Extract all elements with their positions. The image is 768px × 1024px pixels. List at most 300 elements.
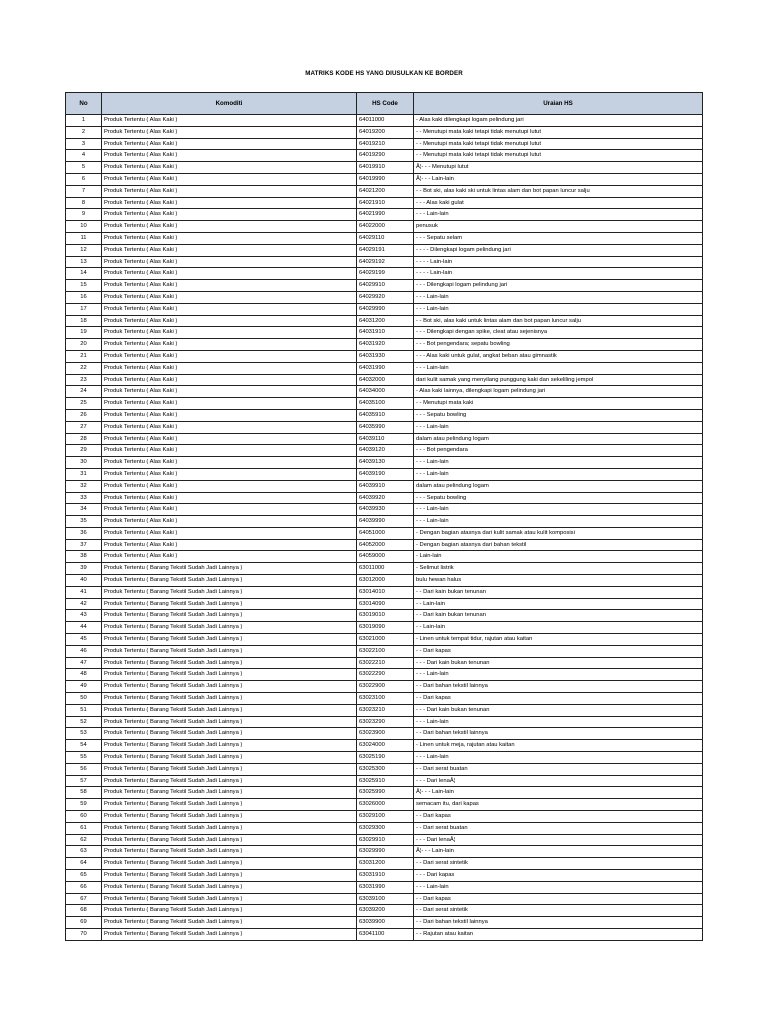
table-row (66, 291, 703, 303)
cell-komoditi: Produk Tertentu ( Barang Tekstil Sudah Jadi Lainnya ) (102, 775, 357, 787)
cell-uraian-hs: - - Dari serat buatan (414, 822, 703, 834)
cell-no: 11 (66, 232, 102, 244)
table-row (66, 232, 703, 244)
cell-no: 70 (66, 928, 102, 940)
cell-komoditi: Produk Tertentu ( Alas Kaki ) (102, 315, 357, 327)
cell-komoditi: Produk Tertentu ( Barang Tekstil Sudah Jadi Lainnya ) (102, 634, 357, 646)
table-row (66, 586, 703, 598)
cell-no: 58 (66, 787, 102, 799)
cell-uraian-hs: penusuk (414, 221, 703, 233)
cell-komoditi: Produk Tertentu ( Barang Tekstil Sudah Jadi Lainnya ) (102, 622, 357, 634)
cell-no: 65 (66, 870, 102, 882)
cell-komoditi: Produk Tertentu ( Barang Tekstil Sudah Jadi Lainnya ) (102, 716, 357, 728)
cell-no: 24 (66, 386, 102, 398)
cell-hs-code: 63039200 (357, 905, 414, 917)
table-row (66, 209, 703, 221)
cell-komoditi: Produk Tertentu ( Barang Tekstil Sudah Jadi Lainnya ) (102, 822, 357, 834)
cell-komoditi: Produk Tertentu ( Barang Tekstil Sudah Jadi Lainnya ) (102, 870, 357, 882)
table-row (66, 822, 703, 834)
cell-uraian-hs: - - - Sepatu bowling (414, 492, 703, 504)
cell-uraian-hs: - - - Alas kaki gulat (414, 197, 703, 209)
cell-komoditi: Produk Tertentu ( Alas Kaki ) (102, 492, 357, 504)
cell-komoditi: Produk Tertentu ( Alas Kaki ) (102, 173, 357, 185)
cell-uraian-hs: Â¦- - - Menutupi lutut (414, 162, 703, 174)
cell-uraian-hs: - - - Dari kain bukan tenunan (414, 657, 703, 669)
cell-komoditi: Produk Tertentu ( Alas Kaki ) (102, 421, 357, 433)
table-row (66, 704, 703, 716)
cell-uraian-hs: - - - Lain-lain (414, 669, 703, 681)
cell-komoditi: Produk Tertentu ( Barang Tekstil Sudah Jadi Lainnya ) (102, 657, 357, 669)
cell-no: 36 (66, 527, 102, 539)
cell-uraian-hs: - - - Lain-lain (414, 291, 703, 303)
table-row (66, 610, 703, 622)
table-row (66, 115, 703, 127)
table-row (66, 905, 703, 917)
cell-no: 44 (66, 622, 102, 634)
cell-hs-code: 63029300 (357, 822, 414, 834)
table-row (66, 244, 703, 256)
cell-hs-code: 64039120 (357, 445, 414, 457)
cell-komoditi: Produk Tertentu ( Barang Tekstil Sudah Jadi Lainnya ) (102, 905, 357, 917)
cell-hs-code: 64022000 (357, 221, 414, 233)
table-row (66, 362, 703, 374)
table-row (66, 374, 703, 386)
cell-hs-code: 64059000 (357, 551, 414, 563)
table-row (66, 339, 703, 351)
cell-hs-code: 63031990 (357, 881, 414, 893)
cell-komoditi: Produk Tertentu ( Alas Kaki ) (102, 256, 357, 268)
cell-komoditi: Produk Tertentu ( Alas Kaki ) (102, 232, 357, 244)
cell-no: 5 (66, 162, 102, 174)
cell-uraian-hs: - - - Bot pengendara (414, 445, 703, 457)
table-row (66, 928, 703, 940)
table-row (66, 268, 703, 280)
cell-komoditi: Produk Tertentu ( Barang Tekstil Sudah Jadi Lainnya ) (102, 728, 357, 740)
cell-no: 45 (66, 634, 102, 646)
cell-hs-code: 63022210 (357, 657, 414, 669)
cell-no: 22 (66, 362, 102, 374)
cell-hs-code: 64029110 (357, 232, 414, 244)
cell-hs-code: 64021910 (357, 197, 414, 209)
cell-hs-code: 63021000 (357, 634, 414, 646)
cell-komoditi: Produk Tertentu ( Barang Tekstil Sudah Jadi Lainnya ) (102, 704, 357, 716)
cell-hs-code: 64034000 (357, 386, 414, 398)
cell-hs-code: 63031910 (357, 870, 414, 882)
cell-no: 7 (66, 185, 102, 197)
cell-uraian-hs: dari kulit samak yang menyilang punggung kaki dan sekeliling jempol (414, 374, 703, 386)
cell-no: 64 (66, 858, 102, 870)
cell-no: 21 (66, 350, 102, 362)
cell-uraian-hs: - - - Alas kaki untuk gulat, angkat beban atau gimnastik (414, 350, 703, 362)
cell-uraian-hs: - - - Lain-lain (414, 468, 703, 480)
cell-no: 61 (66, 822, 102, 834)
header-uraian-hs: Uraian HS (414, 93, 703, 115)
cell-hs-code: 63025300 (357, 763, 414, 775)
cell-no: 52 (66, 716, 102, 728)
cell-uraian-hs: - - - Lain-lain (414, 504, 703, 516)
cell-uraian-hs: - - - Lain-lain (414, 881, 703, 893)
cell-hs-code: 64021990 (357, 209, 414, 221)
table-row (66, 221, 703, 233)
cell-uraian-hs: semacam itu, dari kapas (414, 799, 703, 811)
table-row (66, 917, 703, 929)
cell-no: 6 (66, 173, 102, 185)
table-row (66, 752, 703, 764)
cell-hs-code: 63023290 (357, 716, 414, 728)
cell-no: 17 (66, 303, 102, 315)
cell-komoditi: Produk Tertentu ( Barang Tekstil Sudah Jadi Lainnya ) (102, 563, 357, 575)
cell-komoditi: Produk Tertentu ( Barang Tekstil Sudah Jadi Lainnya ) (102, 917, 357, 929)
cell-uraian-hs: - - Lain-lain (414, 598, 703, 610)
table-row (66, 398, 703, 410)
cell-no: 63 (66, 846, 102, 858)
cell-hs-code: 64039990 (357, 516, 414, 528)
cell-komoditi: Produk Tertentu ( Barang Tekstil Sudah Jadi Lainnya ) (102, 740, 357, 752)
cell-hs-code: 64011000 (357, 115, 414, 127)
cell-no: 41 (66, 586, 102, 598)
table-row (66, 858, 703, 870)
cell-no: 51 (66, 704, 102, 716)
table-row (66, 173, 703, 185)
cell-uraian-hs: - - - Dilengkapi logam pelindung jari (414, 280, 703, 292)
cell-komoditi: Produk Tertentu ( Alas Kaki ) (102, 516, 357, 528)
cell-komoditi: Produk Tertentu ( Alas Kaki ) (102, 339, 357, 351)
cell-komoditi: Produk Tertentu ( Alas Kaki ) (102, 126, 357, 138)
cell-hs-code: 64029910 (357, 280, 414, 292)
cell-komoditi: Produk Tertentu ( Barang Tekstil Sudah Jadi Lainnya ) (102, 598, 357, 610)
table-row (66, 480, 703, 492)
cell-hs-code: 64029192 (357, 256, 414, 268)
cell-komoditi: Produk Tertentu ( Barang Tekstil Sudah Jadi Lainnya ) (102, 928, 357, 940)
cell-hs-code: 64039930 (357, 504, 414, 516)
cell-hs-code: 63019090 (357, 622, 414, 634)
cell-komoditi: Produk Tertentu ( Barang Tekstil Sudah Jadi Lainnya ) (102, 669, 357, 681)
cell-no: 66 (66, 881, 102, 893)
cell-uraian-hs: - - Dari serat sintetik (414, 905, 703, 917)
table-row (66, 575, 703, 587)
cell-komoditi: Produk Tertentu ( Alas Kaki ) (102, 197, 357, 209)
cell-hs-code: 64019990 (357, 173, 414, 185)
cell-hs-code: 64032000 (357, 374, 414, 386)
table-row (66, 504, 703, 516)
cell-komoditi: Produk Tertentu ( Alas Kaki ) (102, 445, 357, 457)
cell-komoditi: Produk Tertentu ( Barang Tekstil Sudah Jadi Lainnya ) (102, 799, 357, 811)
cell-hs-code: 63039100 (357, 893, 414, 905)
cell-no: 27 (66, 421, 102, 433)
table-row (66, 445, 703, 457)
cell-uraian-hs: - Alas kaki dilengkapi logam pelindung jari (414, 115, 703, 127)
cell-komoditi: Produk Tertentu ( Alas Kaki ) (102, 327, 357, 339)
table-row (66, 197, 703, 209)
cell-komoditi: Produk Tertentu ( Barang Tekstil Sudah Jadi Lainnya ) (102, 811, 357, 823)
table-row (66, 634, 703, 646)
cell-uraian-hs: - - Menutupi mata kaki tetapi tidak menutupi lutut (414, 126, 703, 138)
cell-komoditi: Produk Tertentu ( Barang Tekstil Sudah Jadi Lainnya ) (102, 645, 357, 657)
cell-uraian-hs: - - Dari kain bukan tenunan (414, 586, 703, 598)
cell-komoditi: Produk Tertentu ( Alas Kaki ) (102, 150, 357, 162)
table-row (66, 150, 703, 162)
table-row (66, 870, 703, 882)
cell-hs-code: 63025910 (357, 775, 414, 787)
table-row (66, 126, 703, 138)
cell-no: 35 (66, 516, 102, 528)
table-row (66, 421, 703, 433)
cell-uraian-hs: Â¦- - - Lain-lain (414, 173, 703, 185)
cell-uraian-hs: - - - Dari kain bukan tenunan (414, 704, 703, 716)
cell-hs-code: 63012000 (357, 575, 414, 587)
cell-hs-code: 63029100 (357, 811, 414, 823)
cell-no: 34 (66, 504, 102, 516)
cell-komoditi: Produk Tertentu ( Alas Kaki ) (102, 539, 357, 551)
cell-no: 32 (66, 480, 102, 492)
cell-uraian-hs: - - - Sepatu bowling (414, 409, 703, 421)
cell-hs-code: 63031200 (357, 858, 414, 870)
table-row (66, 280, 703, 292)
cell-komoditi: Produk Tertentu ( Alas Kaki ) (102, 527, 357, 539)
cell-no: 62 (66, 834, 102, 846)
table-row (66, 669, 703, 681)
cell-komoditi: Produk Tertentu ( Alas Kaki ) (102, 374, 357, 386)
cell-komoditi: Produk Tertentu ( Alas Kaki ) (102, 303, 357, 315)
cell-no: 48 (66, 669, 102, 681)
cell-no: 28 (66, 433, 102, 445)
cell-no: 12 (66, 244, 102, 256)
cell-uraian-hs: - Dengan bagian atasnya dari kulit samak atau kulit komposisi (414, 527, 703, 539)
cell-no: 37 (66, 539, 102, 551)
cell-uraian-hs: - - Dari bahan tekstil lainnya (414, 728, 703, 740)
cell-komoditi: Produk Tertentu ( Barang Tekstil Sudah Jadi Lainnya ) (102, 881, 357, 893)
cell-uraian-hs: - - Dari bahan tekstil lainnya (414, 681, 703, 693)
cell-komoditi: Produk Tertentu ( Alas Kaki ) (102, 209, 357, 221)
table-row (66, 138, 703, 150)
cell-komoditi: Produk Tertentu ( Barang Tekstil Sudah Jadi Lainnya ) (102, 693, 357, 705)
cell-no: 2 (66, 126, 102, 138)
table-header-row (66, 93, 703, 115)
cell-komoditi: Produk Tertentu ( Alas Kaki ) (102, 457, 357, 469)
table-row (66, 516, 703, 528)
cell-uraian-hs: - - - Dari lenaÂ¦ (414, 775, 703, 787)
cell-komoditi: Produk Tertentu ( Alas Kaki ) (102, 291, 357, 303)
cell-uraian-hs: - - - Lain-lain (414, 209, 703, 221)
cell-hs-code: 63014010 (357, 586, 414, 598)
cell-no: 31 (66, 468, 102, 480)
table-row (66, 162, 703, 174)
cell-hs-code: 64035100 (357, 398, 414, 410)
cell-hs-code: 64019210 (357, 138, 414, 150)
cell-no: 60 (66, 811, 102, 823)
table-row (66, 787, 703, 799)
table-row (66, 492, 703, 504)
cell-no: 33 (66, 492, 102, 504)
cell-komoditi: Produk Tertentu ( Alas Kaki ) (102, 221, 357, 233)
cell-hs-code: 64019290 (357, 150, 414, 162)
cell-komoditi: Produk Tertentu ( Alas Kaki ) (102, 551, 357, 563)
cell-uraian-hs: - - Rajutan atau kaitan (414, 928, 703, 940)
cell-no: 10 (66, 221, 102, 233)
table-row (66, 433, 703, 445)
cell-uraian-hs: - - - Lain-lain (414, 516, 703, 528)
cell-no: 29 (66, 445, 102, 457)
cell-uraian-hs: - - Menutupi mata kaki tetapi tidak menutupi lutut (414, 150, 703, 162)
cell-no: 14 (66, 268, 102, 280)
table-row (66, 468, 703, 480)
cell-hs-code: 64035910 (357, 409, 414, 421)
cell-hs-code: 63023210 (357, 704, 414, 716)
cell-komoditi: Produk Tertentu ( Barang Tekstil Sudah Jadi Lainnya ) (102, 893, 357, 905)
cell-no: 53 (66, 728, 102, 740)
cell-no: 49 (66, 681, 102, 693)
table-row (66, 185, 703, 197)
table-row (66, 539, 703, 551)
cell-hs-code: 63014090 (357, 598, 414, 610)
table-row (66, 551, 703, 563)
cell-komoditi: Produk Tertentu ( Alas Kaki ) (102, 362, 357, 374)
table-row (66, 527, 703, 539)
cell-hs-code: 64039910 (357, 480, 414, 492)
cell-komoditi: Produk Tertentu ( Barang Tekstil Sudah Jadi Lainnya ) (102, 752, 357, 764)
cell-komoditi: Produk Tertentu ( Alas Kaki ) (102, 409, 357, 421)
cell-komoditi: Produk Tertentu ( Barang Tekstil Sudah Jadi Lainnya ) (102, 586, 357, 598)
cell-hs-code: 64021200 (357, 185, 414, 197)
cell-no: 68 (66, 905, 102, 917)
cell-no: 69 (66, 917, 102, 929)
cell-no: 39 (66, 563, 102, 575)
cell-uraian-hs: - Linen untuk meja, rajutan atau kaitan (414, 740, 703, 752)
cell-uraian-hs: - - - - Lain-lain (414, 268, 703, 280)
table-row (66, 457, 703, 469)
cell-no: 56 (66, 763, 102, 775)
cell-uraian-hs: Â¦- - - Lain-lain (414, 846, 703, 858)
cell-no: 3 (66, 138, 102, 150)
cell-uraian-hs: - - - - Dilengkapi logam pelindung jari (414, 244, 703, 256)
cell-no: 50 (66, 693, 102, 705)
cell-no: 43 (66, 610, 102, 622)
table-row (66, 563, 703, 575)
cell-hs-code: 63022100 (357, 645, 414, 657)
cell-uraian-hs: - - Dari serat buatan (414, 763, 703, 775)
table-row (66, 256, 703, 268)
table-row (66, 327, 703, 339)
hs-code-table (65, 92, 703, 941)
cell-komoditi: Produk Tertentu ( Alas Kaki ) (102, 480, 357, 492)
cell-no: 26 (66, 409, 102, 421)
cell-hs-code: 63022290 (357, 669, 414, 681)
cell-hs-code: 63025990 (357, 787, 414, 799)
cell-hs-code: 64035990 (357, 421, 414, 433)
cell-uraian-hs: - - Dari bahan tekstil lainnya (414, 917, 703, 929)
table-row (66, 350, 703, 362)
cell-no: 42 (66, 598, 102, 610)
table-row (66, 386, 703, 398)
cell-no: 8 (66, 197, 102, 209)
cell-hs-code: 63023900 (357, 728, 414, 740)
cell-komoditi: Produk Tertentu ( Alas Kaki ) (102, 268, 357, 280)
cell-komoditi: Produk Tertentu ( Barang Tekstil Sudah Jadi Lainnya ) (102, 846, 357, 858)
cell-no: 67 (66, 893, 102, 905)
cell-uraian-hs: - - Bot ski, alas kaki ski untuk lintas alam dan bot papan luncur salju (414, 185, 703, 197)
header-no: No (66, 93, 102, 115)
cell-uraian-hs: - - Dari kapas (414, 645, 703, 657)
cell-hs-code: 64029920 (357, 291, 414, 303)
cell-hs-code: 64039110 (357, 433, 414, 445)
cell-komoditi: Produk Tertentu ( Barang Tekstil Sudah Jadi Lainnya ) (102, 610, 357, 622)
table-row (66, 799, 703, 811)
cell-no: 1 (66, 115, 102, 127)
table-row (66, 303, 703, 315)
cell-uraian-hs: - - Dari kapas (414, 811, 703, 823)
cell-no: 59 (66, 799, 102, 811)
cell-hs-code: 64029990 (357, 303, 414, 315)
cell-uraian-hs: - Dengan bagian atasnya dari bahan tekstil (414, 539, 703, 551)
cell-uraian-hs: - - - Lain-lain (414, 716, 703, 728)
cell-no: 47 (66, 657, 102, 669)
cell-hs-code: 64051000 (357, 527, 414, 539)
cell-no: 20 (66, 339, 102, 351)
cell-uraian-hs: - - Menutupi mata kaki tetapi tidak menutupi lutut (414, 138, 703, 150)
cell-komoditi: Produk Tertentu ( Alas Kaki ) (102, 504, 357, 516)
cell-komoditi: Produk Tertentu ( Alas Kaki ) (102, 138, 357, 150)
cell-uraian-hs: - Linen untuk tempat tidur, rajutan atau kaitan (414, 634, 703, 646)
table-row (66, 315, 703, 327)
cell-no: 9 (66, 209, 102, 221)
table-row (66, 834, 703, 846)
cell-no: 25 (66, 398, 102, 410)
cell-hs-code: 64029191 (357, 244, 414, 256)
cell-hs-code: 63011000 (357, 563, 414, 575)
cell-hs-code: 63029990 (357, 846, 414, 858)
cell-hs-code: 64019200 (357, 126, 414, 138)
cell-no: 19 (66, 327, 102, 339)
cell-komoditi: Produk Tertentu ( Alas Kaki ) (102, 398, 357, 410)
cell-komoditi: Produk Tertentu ( Barang Tekstil Sudah Jadi Lainnya ) (102, 787, 357, 799)
cell-hs-code: 64031990 (357, 362, 414, 374)
table-row (66, 598, 703, 610)
table-row (66, 728, 703, 740)
cell-hs-code: 64019910 (357, 162, 414, 174)
cell-hs-code: 63041100 (357, 928, 414, 940)
cell-uraian-hs: - - - Lain-lain (414, 362, 703, 374)
table-row (66, 846, 703, 858)
cell-uraian-hs: dalam atau pelindung logam (414, 480, 703, 492)
cell-hs-code: 63019010 (357, 610, 414, 622)
cell-uraian-hs: - - Bot ski, alas kaki untuk lintas alam dan bot papan luncur salju (414, 315, 703, 327)
table-row (66, 645, 703, 657)
cell-komoditi: Produk Tertentu ( Alas Kaki ) (102, 280, 357, 292)
table-row (66, 657, 703, 669)
cell-hs-code: 64052000 (357, 539, 414, 551)
cell-no: 15 (66, 280, 102, 292)
cell-no: 4 (66, 150, 102, 162)
cell-uraian-hs: - - Lain-lain (414, 622, 703, 634)
cell-komoditi: Produk Tertentu ( Alas Kaki ) (102, 185, 357, 197)
table-row (66, 893, 703, 905)
cell-uraian-hs: - - Dari kapas (414, 893, 703, 905)
cell-uraian-hs: - - - Dari lenaÂ¦ (414, 834, 703, 846)
table-body (66, 115, 703, 941)
table-row (66, 681, 703, 693)
cell-hs-code: 64039190 (357, 468, 414, 480)
cell-komoditi: Produk Tertentu ( Barang Tekstil Sudah Jadi Lainnya ) (102, 858, 357, 870)
cell-no: 18 (66, 315, 102, 327)
cell-no: 30 (66, 457, 102, 469)
cell-uraian-hs: - Lain-lain (414, 551, 703, 563)
cell-no: 54 (66, 740, 102, 752)
cell-no: 38 (66, 551, 102, 563)
cell-uraian-hs: bulu hewan halus (414, 575, 703, 587)
cell-hs-code: 63026000 (357, 799, 414, 811)
table-row (66, 811, 703, 823)
cell-hs-code: 64031920 (357, 339, 414, 351)
